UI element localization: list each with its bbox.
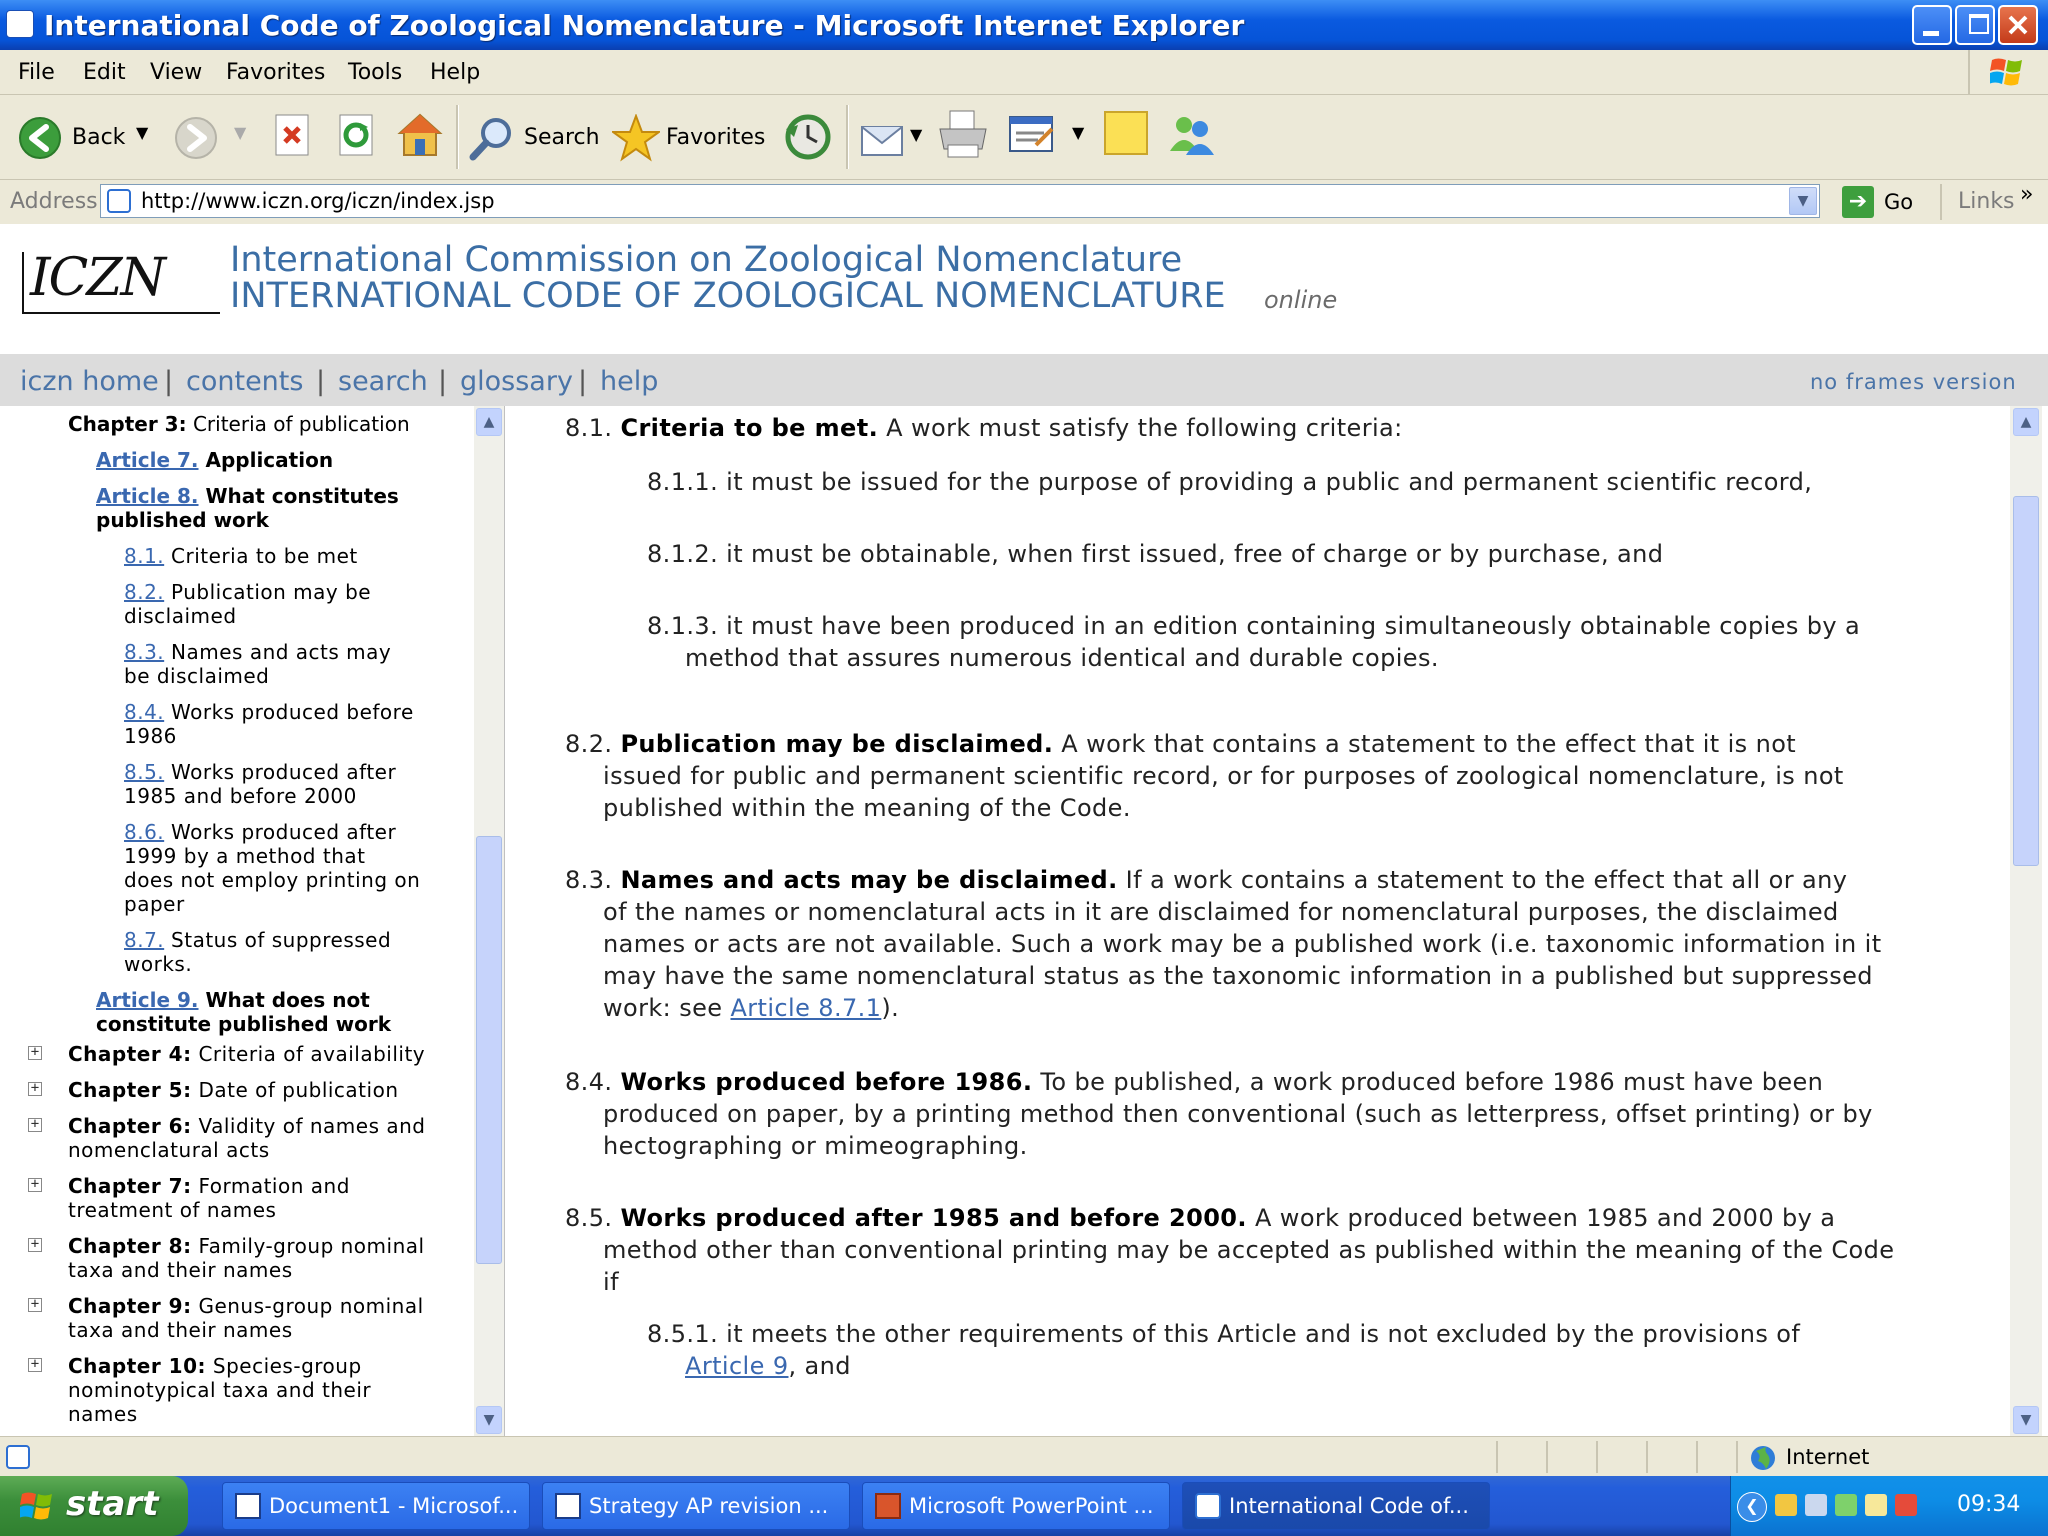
content-scroll-thumb[interactable]: [2013, 496, 2039, 866]
nav-separator: |: [578, 366, 588, 397]
printer-icon: [938, 109, 988, 161]
edit-button[interactable]: [1008, 111, 1088, 163]
address-bar: [0, 180, 2048, 224]
para-8-5: 8.5. Works produced after 1985 and before 2000. A work produced between 1985 and 2000 by a method other than conventional printing may be accepted as published within the meaning of the Code if: [565, 1204, 1895, 1296]
iczn-logo: ICZN: [22, 252, 220, 314]
para-8-1: 8.1. Criteria to be met. A work must satisfy the following criteria:: [565, 414, 1403, 442]
toc-scroll-thumb[interactable]: [476, 836, 502, 1264]
antivirus-icon[interactable]: [1895, 1494, 1917, 1516]
para-8-2: 8.2. Publication may be disclaimed. A work that contains a statement to the effect that it is not issued for public and permanent scientific record, or for purposes of zoological nomenclature, is not published within the meaning of the Code.: [565, 730, 1844, 822]
menu-tools[interactable]: Tools: [348, 60, 403, 85]
no-frames-link[interactable]: no frames version: [1810, 370, 2017, 394]
web-page: [0, 224, 2048, 1436]
menu-help[interactable]: Help: [430, 60, 481, 85]
minimize-button[interactable]: [1912, 5, 1952, 45]
nav-separator: |: [438, 366, 448, 397]
address-url: http://www.iczn.org/iczn/index.jsp: [141, 189, 495, 213]
toc-item-8-1[interactable]: 8.1. Criteria to be met: [124, 544, 358, 568]
history-button[interactable]: [782, 111, 832, 163]
site-nav: [0, 354, 2048, 406]
history-icon: [782, 111, 832, 163]
toc-item-8-2[interactable]: 8.2. Publication may be disclaimed: [124, 580, 372, 628]
task-powerpoint[interactable]: Microsoft PowerPoint ...: [862, 1482, 1170, 1530]
close-button[interactable]: [1998, 5, 2038, 45]
taskbar: [0, 1476, 2048, 1536]
task-document1[interactable]: Document1 - Microsof...: [222, 1482, 530, 1530]
home-icon: [396, 111, 444, 161]
toc-frame: [0, 406, 504, 1436]
search-label: Search: [524, 125, 600, 150]
start-button[interactable]: [0, 1476, 188, 1536]
start-label: start: [66, 1484, 159, 1524]
messenger-button[interactable]: [1166, 111, 1218, 161]
address-label: Address: [10, 189, 98, 214]
network-icon[interactable]: [1805, 1494, 1827, 1516]
forward-button[interactable]: [172, 111, 252, 163]
powerpoint-icon: [875, 1493, 901, 1519]
refresh-button[interactable]: [336, 113, 376, 159]
toc-chapter-8[interactable]: Chapter 8: Family-group nominal taxa and their names: [68, 1234, 425, 1282]
status-bar: [0, 1436, 2048, 1477]
discuss-button[interactable]: [1104, 111, 1152, 161]
expand-chapter-7-icon[interactable]: +: [28, 1178, 42, 1192]
security-zone-label: Internet: [1786, 1445, 1870, 1469]
nav-search[interactable]: search: [338, 366, 428, 397]
page-status-icon: [6, 1445, 30, 1469]
toc-item-8-4[interactable]: 8.4. Works produced before 1986: [124, 700, 414, 748]
menu-favorites[interactable]: Favorites: [226, 60, 326, 85]
ie-icon: [1195, 1493, 1221, 1519]
toc-chapter-4[interactable]: Chapter 4: Criteria of availability: [68, 1042, 426, 1066]
windows-logo-icon: [1990, 56, 2024, 88]
nav-separator: |: [164, 366, 174, 397]
para-8-1-2: 8.1.2. it must be obtainable, when first issued, free of charge or by purchase, and: [647, 540, 1664, 568]
address-dropdown-icon[interactable]: ▼: [1789, 187, 1817, 215]
scroll-up-icon[interactable]: ▲: [476, 408, 502, 436]
links-label[interactable]: Links: [1958, 189, 2015, 214]
expand-chapter-5-icon[interactable]: +: [28, 1082, 42, 1096]
star-icon: [612, 114, 660, 162]
windows-flag-icon: [20, 1490, 54, 1522]
tray-app-icon[interactable]: [1775, 1494, 1797, 1516]
para-8-1-3: 8.1.3. it must have been produced in an edition containing simultaneously obtainable copies by a method that assures numerous identical and durable copies.: [647, 612, 1861, 672]
scroll-down-icon[interactable]: ▼: [476, 1406, 502, 1434]
clock: 09:34: [1957, 1492, 2021, 1517]
toc-chapter-9[interactable]: Chapter 9: Genus-group nominal taxa and their names: [68, 1294, 424, 1342]
edit-page-icon: [1008, 111, 1056, 157]
standard-toolbar: [0, 95, 2048, 180]
toc-chapter-3[interactable]: Chapter 3: Criteria of publication: [68, 412, 410, 436]
toc-chapter-6[interactable]: Chapter 6: Validity of names and nomenclatural acts: [68, 1114, 426, 1162]
back-arrow-icon: [18, 116, 62, 160]
system-tray: [1730, 1476, 2048, 1536]
chevron-right-icon[interactable]: »: [2020, 182, 2034, 207]
favorites-button[interactable]: [610, 111, 770, 163]
stop-icon: [272, 113, 312, 157]
page-icon: [107, 189, 131, 213]
toc-item-8-7[interactable]: 8.7. Status of suppressed works.: [124, 928, 392, 976]
toc-item-8-5[interactable]: 8.5. Works produced after 1985 and before 2000: [124, 760, 397, 808]
title-bar[interactable]: [0, 0, 2048, 50]
forward-arrow-icon: [174, 116, 218, 160]
toc-item-8-6[interactable]: 8.6. Works produced after 1999 by a method that does not employ printing on paper: [124, 820, 421, 916]
stop-button[interactable]: [272, 113, 312, 159]
toc-article-8[interactable]: Article 8. What constitutes published work: [96, 484, 399, 532]
content-scrollbar[interactable]: [2010, 406, 2042, 1436]
toc-chapter-10[interactable]: Chapter 10: Species-group nominotypical taxa and their names: [68, 1354, 372, 1426]
task-strategy[interactable]: Strategy AP revision ...: [542, 1482, 850, 1530]
mail-icon: [860, 113, 904, 159]
forward-dropdown-icon[interactable]: ▼: [234, 123, 247, 142]
back-button[interactable]: [12, 111, 152, 163]
expand-chapter-8-icon[interactable]: +: [28, 1238, 42, 1252]
toc-chapter-5[interactable]: Chapter 5: Date of publication: [68, 1078, 399, 1102]
menu-bar: [0, 50, 2048, 95]
toc-scrollbar[interactable]: [474, 406, 504, 1436]
globe-icon: [1750, 1445, 1776, 1471]
address-input[interactable]: [100, 184, 1820, 218]
nav-help[interactable]: help: [600, 366, 659, 397]
toc-chapter-7[interactable]: Chapter 7: Formation and treatment of names: [68, 1174, 350, 1222]
go-label: Go: [1884, 190, 1914, 214]
nav-glossary[interactable]: glossary: [460, 366, 573, 397]
task-ie[interactable]: International Code of...: [1182, 1482, 1490, 1530]
tray-sync-icon[interactable]: [1835, 1494, 1857, 1516]
para-8-1-1: 8.1.1. it must be issued for the purpose of providing a public and permanent scientific record,: [647, 468, 1813, 496]
search-button[interactable]: [468, 111, 598, 163]
ie-icon: [6, 10, 34, 38]
word-icon: [235, 1493, 261, 1519]
site-title-commission: International Commission on Zoological Nomenclature: [230, 240, 1183, 280]
close-icon: [2007, 14, 2029, 36]
mail-button[interactable]: [860, 113, 924, 161]
expand-chapter-4-icon[interactable]: +: [28, 1046, 42, 1060]
restore-button[interactable]: [1955, 5, 1995, 45]
search-icon: [468, 115, 518, 161]
expand-chapter-10-icon[interactable]: +: [28, 1358, 42, 1372]
home-button[interactable]: [396, 111, 444, 161]
nav-iczn-home[interactable]: iczn home: [20, 366, 159, 397]
note-icon: [1104, 111, 1148, 155]
go-arrow-icon: ➔: [1842, 186, 1874, 218]
tray-note-icon[interactable]: [1865, 1494, 1887, 1516]
refresh-icon: [336, 113, 376, 157]
expand-chapter-9-icon[interactable]: +: [28, 1298, 42, 1312]
para-8-3: 8.3. Names and acts may be disclaimed. If a work contains a statement to the effect that all or any of the names or nomenclatural acts in it are disclaimed for nomenclatural purposes, the disclaimed names or acts are not available. Such a work may be a published work (i.e. taxonomic information in it may have the same nomenclatural status as the taxonomic information in a published but suppressed work: see Article 8.7.1).: [565, 866, 1882, 1022]
site-title-online: online: [1264, 286, 1338, 314]
favorites-label: Favorites: [666, 125, 766, 150]
menu-file[interactable]: File: [18, 60, 55, 85]
toc-item-8-3[interactable]: 8.3. Names and acts may be disclaimed: [124, 640, 392, 688]
minimize-icon: [1923, 31, 1939, 36]
scroll-up-icon[interactable]: ▲: [2013, 408, 2039, 436]
toc-article-7[interactable]: Article 7. Application: [96, 448, 334, 472]
article-9-link[interactable]: Article 9: [685, 1352, 789, 1380]
para-8-4: 8.4. Works produced before 1986. To be published, a work produced before 1986 must have been produced on paper, by a printing method then conventional (such as letterpress, offset printing) or by hectographing or mimeographing.: [565, 1068, 1873, 1160]
back-label: Back: [72, 125, 126, 150]
back-dropdown-icon[interactable]: ▼: [136, 123, 149, 142]
menu-edit[interactable]: Edit: [83, 60, 126, 85]
print-button[interactable]: [938, 109, 988, 161]
para-8-5-1: 8.5.1. it meets the other requirements of this Article and is not excluded by the provisions of Article 9, and: [647, 1320, 1801, 1380]
site-header: [0, 224, 2048, 354]
toc-article-9[interactable]: Article 9. What does not constitute published work: [96, 988, 391, 1036]
edit-dropdown-icon[interactable]: ▼: [1072, 123, 1085, 142]
go-button[interactable]: [1838, 184, 1928, 220]
menu-view[interactable]: View: [150, 60, 203, 85]
content-frame: [505, 406, 2010, 1436]
chevron-left-icon[interactable]: ❮: [1737, 1492, 1767, 1522]
expand-chapter-6-icon[interactable]: +: [28, 1118, 42, 1132]
mail-dropdown-icon[interactable]: ▼: [910, 125, 923, 144]
site-title-code: INTERNATIONAL CODE OF ZOOLOGICAL NOMENCLATURE: [230, 276, 1226, 316]
word-icon: [555, 1493, 581, 1519]
nav-contents[interactable]: contents: [186, 366, 304, 397]
article-8-7-1-link[interactable]: Article 8.7.1: [730, 994, 882, 1022]
restore-icon: [1969, 14, 1989, 34]
messenger-icon: [1166, 111, 1218, 159]
window-title: International Code of Zoological Nomenclature - Microsoft Internet Explorer: [44, 9, 1245, 42]
scroll-down-icon[interactable]: ▼: [2013, 1406, 2039, 1434]
nav-separator: |: [316, 366, 326, 397]
